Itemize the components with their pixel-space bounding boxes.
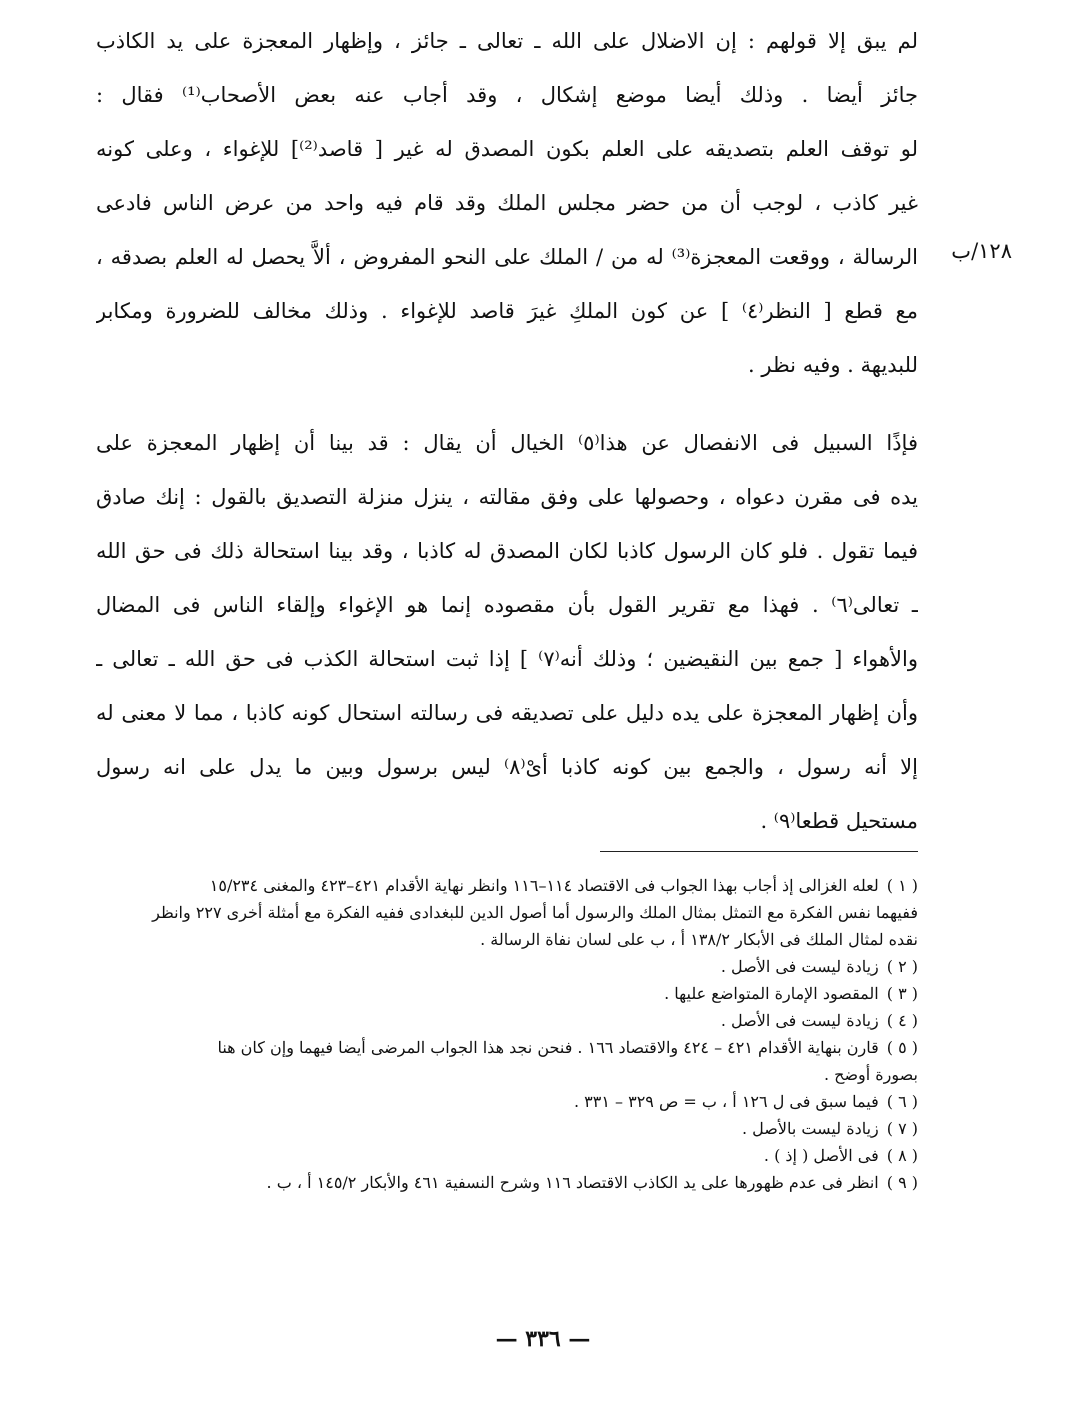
text-line: إلا أنه رسول ، والجمع بين كونه كاذبا أىْ⁽٨⁾ ليس برسول وبين ما يدل على انه رسول bbox=[96, 755, 918, 779]
margin-folio-note: ١٢٨/ب bbox=[951, 239, 1012, 263]
text-line: فإذًا السبيل فى الانفصال عن هذا⁽٥⁾ الخيال أن يقال : قد بينا أن إظهار المعجزة على bbox=[96, 431, 918, 455]
main-text bbox=[96, 14, 918, 848]
footnote-number: ( ١ ) bbox=[886, 876, 918, 895]
footnote-number: ( ٩ ) bbox=[886, 1173, 918, 1192]
text-line: للبديهة . وفيه نظر . bbox=[748, 353, 918, 377]
text-line: لو توقف العلم بتصديقه على العلم بكون المصدق له غير [ قاصد⁽²⁾] للإغواء ، وعلى كونه bbox=[96, 137, 918, 161]
footnote-text: نقده لمثال الملك فى الأبكار ١٣٨/٢ أ ، ب على لسان نفاة الرسالة . bbox=[480, 930, 918, 949]
footnote-number: ( ٢ ) bbox=[886, 957, 918, 976]
footnote-text: فى الأصل ( إذ ) . bbox=[763, 1146, 879, 1165]
paragraph-2 bbox=[96, 416, 918, 848]
footnote-text: بصورة أوضح . bbox=[823, 1065, 918, 1084]
footnote-3 bbox=[80, 980, 918, 1007]
footnote-text: المقصود الإمارة المتواضع عليها . bbox=[664, 984, 879, 1003]
text-line: غير كاذب ، لوجب أن من حضر مجلس الملك وقد قام فيه واحد من عرض الناس فادعى bbox=[96, 191, 918, 215]
text-line: والأهواء [ جمع بين النقيضين ؛ وذلك أنه⁽٧⁾ ] إذا ثبت استحالة الكذب فى حق الله ـ تعالى ـ bbox=[96, 647, 918, 671]
text-line: مع قطع [ النظر⁽٤⁾ ] عن كون الملكِ غيرَ قاصد للإغواء . وذلك مخالف للضرورة ومكابر bbox=[96, 299, 918, 323]
paragraph-gap bbox=[96, 392, 918, 416]
footnotes bbox=[80, 872, 918, 1196]
footnote-text: فيما سبق فى ل ١٢٦ أ ، ب = ص ٣٢٩ – ٣٣١ . bbox=[573, 1092, 879, 1111]
footnote-number: ( ٨ ) bbox=[886, 1146, 918, 1165]
footnote-text: ففيهما نفس الفكرة مع التمثل بمثال الملك والرسول أما أصول الدين للبغدادى ففيه الفكرة مع أمثلة أخرى ٢٢٧ وانظر bbox=[152, 903, 918, 922]
text-line: جائز أيضا . وذلك أيضا موضع إشكال ، وقد أجاب عنه بعض الأصحاب⁽¹⁾ فقال : bbox=[96, 83, 918, 107]
footnote-number: ( ٥ ) bbox=[886, 1038, 918, 1057]
text-line: وأن إظهار المعجزة على يده دليل على تصديقه فى رسالته استحال كونه كاذبا ، مما لا معنى له bbox=[96, 701, 918, 725]
footnote-number: ( ٤ ) bbox=[886, 1011, 918, 1030]
footnote-number: ( ٣ ) bbox=[886, 984, 918, 1003]
footnote-number: ( ٦ ) bbox=[886, 1092, 918, 1111]
page-number: — ٣٣٦ — bbox=[495, 1326, 591, 1352]
footnote-text: انظر فى عدم ظهورها على يد الكاذب الاقتصاد ١١٦ وشرح النسفية ٤٦١ والأبكار ١٤٥/٢ أ ، ب . bbox=[266, 1173, 879, 1192]
footnote-1 bbox=[80, 872, 918, 899]
footnote-7 bbox=[80, 1115, 918, 1142]
text-line: الرسالة ، ووقعت المعجزة⁽³⁾ له من / الملك على النحو المفروض ، ألاَّ يحصل له العلم بصدقه ، bbox=[96, 245, 918, 269]
footnote-separator bbox=[600, 851, 918, 852]
footnote-number: ( ٧ ) bbox=[886, 1119, 918, 1138]
text-line: فيما تقول . فلو كان الرسول كاذبا لكان المصدق له كاذبا ، وقد بينا استحالة ذلك فى حق الله bbox=[96, 539, 918, 563]
footnote-9 bbox=[80, 1169, 918, 1196]
footnote-8 bbox=[80, 1142, 918, 1169]
text-line: ـ تعالى⁽٦⁾ . فهذا مع تقرير القول بأن مقصوده إنما هو الإغواء وإلقاء الناس فى المضال bbox=[96, 593, 918, 617]
text-line: يده فى مقرن دعواه ، وحصولها على وفق مقالته ، ينزل منزلة التصديق بالقول : إنك صادق bbox=[96, 485, 918, 509]
footnote-5 bbox=[80, 1034, 918, 1061]
paragraph-1 bbox=[96, 14, 918, 392]
footnote-4 bbox=[80, 1007, 918, 1034]
text-line: مستحيل قطعا⁽٩⁾ . bbox=[760, 809, 918, 833]
footnote-text: زيادة ليست فى الأصل . bbox=[720, 1011, 879, 1030]
footnote-2 bbox=[80, 953, 918, 980]
footnote-text: قارن بنهاية الأقدام ٤٢١ – ٤٢٤ والاقتصاد ١٦٦ . فنحن نجد هذا الجواب المرضى أيضا فيهما وإن كان هنا bbox=[217, 1038, 879, 1057]
footnote-text: لعله الغزالى إذ أجاب بهذا الجواب فى الاقتصاد ١١٤–١١٦ وانظر نهاية الأقدام ٤٢١–٤٢٣ والمغنى ١٥/٢٣٤ bbox=[209, 876, 879, 895]
footnote-6 bbox=[80, 1088, 918, 1115]
text-line: لم يبق إلا قولهم : إن الاضلال على الله ـ تعالى ـ جائز ، وإظهار المعجزة على يد الكاذب bbox=[96, 29, 918, 53]
footnote-text: زيادة ليست بالأصل . bbox=[742, 1119, 879, 1138]
footnote-text: زيادة ليست فى الأصل . bbox=[720, 957, 879, 976]
